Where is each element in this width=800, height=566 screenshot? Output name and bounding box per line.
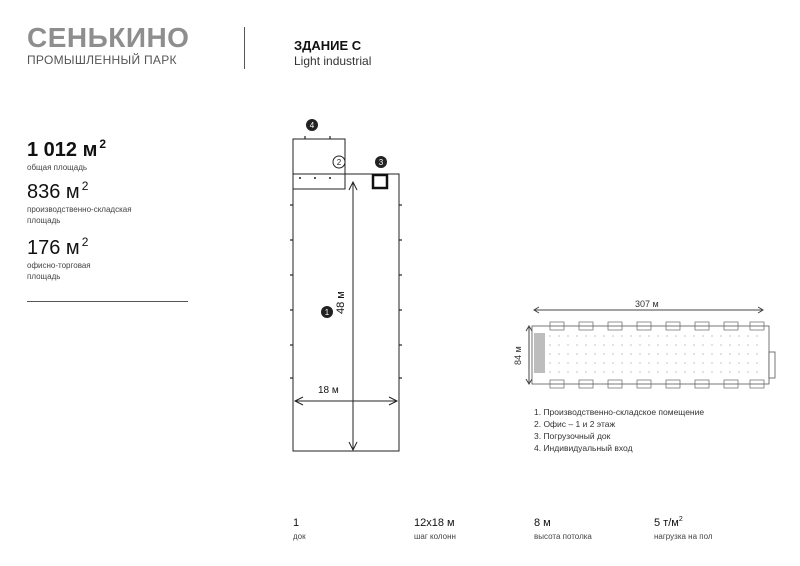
site-plan-dot [576, 362, 577, 363]
spec-docks-label: док [293, 532, 306, 541]
site-height-label: 84 м [513, 346, 523, 365]
site-plan-dot [756, 344, 757, 345]
legend-item-4: 4. Индивидуальный вход [534, 443, 633, 453]
site-plan-dot [639, 335, 640, 336]
site-plan-dot [666, 353, 667, 354]
spec-floor-load-label: нагрузка на пол [654, 532, 713, 541]
site-plan-dot [567, 353, 568, 354]
site-plan-dot [549, 371, 550, 372]
site-plan-dot [666, 371, 667, 372]
site-plan-dot [585, 371, 586, 372]
site-plan-dot [747, 362, 748, 363]
site-plan-dot [585, 335, 586, 336]
site-plan-dot [549, 335, 550, 336]
marker-1-label: 1 [324, 308, 330, 317]
site-plan-dot [756, 335, 757, 336]
site-plan-dot [603, 353, 604, 354]
brand-name: СЕНЬКИНО [27, 22, 190, 53]
site-plan-dot [630, 362, 631, 363]
site-plan-dot [720, 335, 721, 336]
spec-ceiling-height-label: высота потолка [534, 532, 592, 541]
site-plan-dot [585, 353, 586, 354]
site-plan-dot [630, 353, 631, 354]
site-plan-dot [657, 371, 658, 372]
site-plan-dot [567, 344, 568, 345]
site-plan-highlight [534, 333, 545, 373]
site-plan-dot [648, 362, 649, 363]
site-plan-dot [549, 344, 550, 345]
stat-total-label: общая площадь [27, 163, 88, 172]
site-plan-dot [738, 353, 739, 354]
site-plan-dot [675, 344, 676, 345]
building-type: Light industrial [294, 54, 372, 68]
site-plan-dot [594, 353, 595, 354]
site-plan-dot [693, 371, 694, 372]
site-plan-dot [585, 344, 586, 345]
site-plan-dot [558, 371, 559, 372]
site-plan-dot [702, 371, 703, 372]
site-plan-dot [702, 335, 703, 336]
site-plan-dot [666, 362, 667, 363]
site-plan-dot [621, 362, 622, 363]
site-plan-dot [684, 353, 685, 354]
site-plan-dot [729, 344, 730, 345]
site-plan-dot [639, 362, 640, 363]
site-plan-dot [729, 371, 730, 372]
site-plan-dot [558, 344, 559, 345]
spec-ceiling-height-value: 8 м [534, 517, 551, 529]
site-plan-dot [693, 335, 694, 336]
site-plan-dot [594, 344, 595, 345]
spec-floor-load-value: 5 $т/м^2$ [654, 516, 683, 529]
site-plan-dot [675, 335, 676, 336]
site-plan-dot [711, 344, 712, 345]
legend-item-1: 1. Производственно-складское помещение [534, 407, 705, 417]
site-plan-dot [594, 362, 595, 363]
marker-4 [305, 118, 319, 132]
site-plan-dot [630, 344, 631, 345]
site-plan-dot [630, 371, 631, 372]
site-plan-dot [567, 371, 568, 372]
site-plan-dot [747, 371, 748, 372]
site-plan-dot [567, 362, 568, 363]
site-plan-dot [747, 353, 748, 354]
site-plan-dot [693, 362, 694, 363]
site-plan-dot [621, 335, 622, 336]
site-plan-dot [756, 371, 757, 372]
site-plan-dot [558, 335, 559, 336]
site-plan-dot [621, 371, 622, 372]
brand-subtitle: ПРОМЫШЛЕННЫЙ ПАРК [27, 53, 177, 67]
site-plan-dot [594, 371, 595, 372]
marker-3-label: 3 [378, 158, 384, 167]
site-plan-dot [657, 335, 658, 336]
site-plan-dot [612, 335, 613, 336]
site-plan-dot [576, 353, 577, 354]
site-plan-dot [648, 344, 649, 345]
site-plan-dot [567, 335, 568, 336]
site-plan-dot [711, 353, 712, 354]
site-plan-dot [729, 335, 730, 336]
marker-2 [332, 155, 346, 169]
site-plan-dot [675, 371, 676, 372]
site-plan-dot [702, 353, 703, 354]
marker-2-label: 2 [336, 158, 342, 167]
stat-total-value: 1 012 м $^2$ [27, 137, 107, 161]
site-plan-dot [657, 344, 658, 345]
site-plan-dot [657, 362, 658, 363]
site-plan-dot [711, 371, 712, 372]
site-plan-dot [612, 371, 613, 372]
site-plan-dot [738, 371, 739, 372]
site-plan-dot [756, 362, 757, 363]
site-plan-dot [675, 362, 676, 363]
site-plan-dot [711, 362, 712, 363]
site-plan-dot [612, 344, 613, 345]
site-plan-dot [594, 335, 595, 336]
site-plan-dot [684, 335, 685, 336]
site-plan-dot [720, 344, 721, 345]
width-dimension-label: 18 м [318, 385, 339, 396]
stat-warehouse-label: производственно-складская площадь [27, 205, 132, 225]
site-plan-dot [576, 335, 577, 336]
dock-icon [373, 175, 387, 188]
site-plan-dot [558, 353, 559, 354]
site-plan-dot [657, 353, 658, 354]
marker-3 [374, 155, 388, 169]
site-plan-dot [549, 353, 550, 354]
site-plan-dot [666, 344, 667, 345]
site-plan-dot [729, 362, 730, 363]
site-plan-dot [549, 362, 550, 363]
site-plan-dot [639, 371, 640, 372]
site-plan-dot [693, 353, 694, 354]
site-plan-dot [738, 335, 739, 336]
site-plan-dot [747, 344, 748, 345]
legend-item-3: 3. Погрузочный док [534, 431, 611, 441]
site-plan-dot [630, 335, 631, 336]
spec-docks-value: 1 [293, 517, 300, 529]
building-title: ЗДАНИЕ С [294, 38, 362, 53]
legend-item-2: 2. Офис – 1 и 2 этаж [534, 419, 616, 429]
site-plan-dot [576, 344, 577, 345]
spec-column-grid-value: 12x18 м [414, 517, 455, 529]
stat-office-value: 176 м $^2$ [27, 235, 89, 259]
site-plan-dot [720, 362, 721, 363]
site-plan-dot [639, 344, 640, 345]
site-plan-dot [603, 335, 604, 336]
site-plan-dot [621, 353, 622, 354]
length-dimension-label: 48 м [335, 291, 347, 314]
site-plan-dot [639, 353, 640, 354]
site-plan-dot [612, 362, 613, 363]
site-plan-dot [720, 371, 721, 372]
site-plan-dot [684, 362, 685, 363]
site-plan-dot [648, 353, 649, 354]
site-plan-dot [585, 362, 586, 363]
site-width-label: 307 м [635, 299, 659, 309]
marker-4-label: 4 [309, 121, 315, 130]
site-plan-dot [720, 353, 721, 354]
spec-column-grid-label: шаг колонн [414, 532, 456, 541]
site-plan-dot [675, 353, 676, 354]
site-plan-dot [648, 335, 649, 336]
site-plan-dot [603, 371, 604, 372]
site-plan-dot [684, 344, 685, 345]
site-plan-dot [666, 335, 667, 336]
site-plan-dot [729, 353, 730, 354]
site-plan-dot [603, 362, 604, 363]
site-plan-dot [603, 344, 604, 345]
marker-1 [320, 305, 334, 319]
site-plan-dot [648, 371, 649, 372]
site-plan-dot [576, 371, 577, 372]
site-plan-dot [747, 335, 748, 336]
site-plan-dot [684, 371, 685, 372]
site-plan-dot [693, 344, 694, 345]
stat-office-label: офисно-торговая площадь [27, 261, 91, 281]
site-plan-dot [702, 362, 703, 363]
site-plan-dot [702, 344, 703, 345]
site-plan-dot [711, 335, 712, 336]
stat-warehouse-value: 836 м $^2$ [27, 179, 89, 203]
site-plan-dot [621, 344, 622, 345]
site-plan-dot [738, 344, 739, 345]
site-plan-dot [558, 362, 559, 363]
site-plan-dot [756, 353, 757, 354]
site-plan-dot [612, 353, 613, 354]
site-plan-dot [738, 362, 739, 363]
